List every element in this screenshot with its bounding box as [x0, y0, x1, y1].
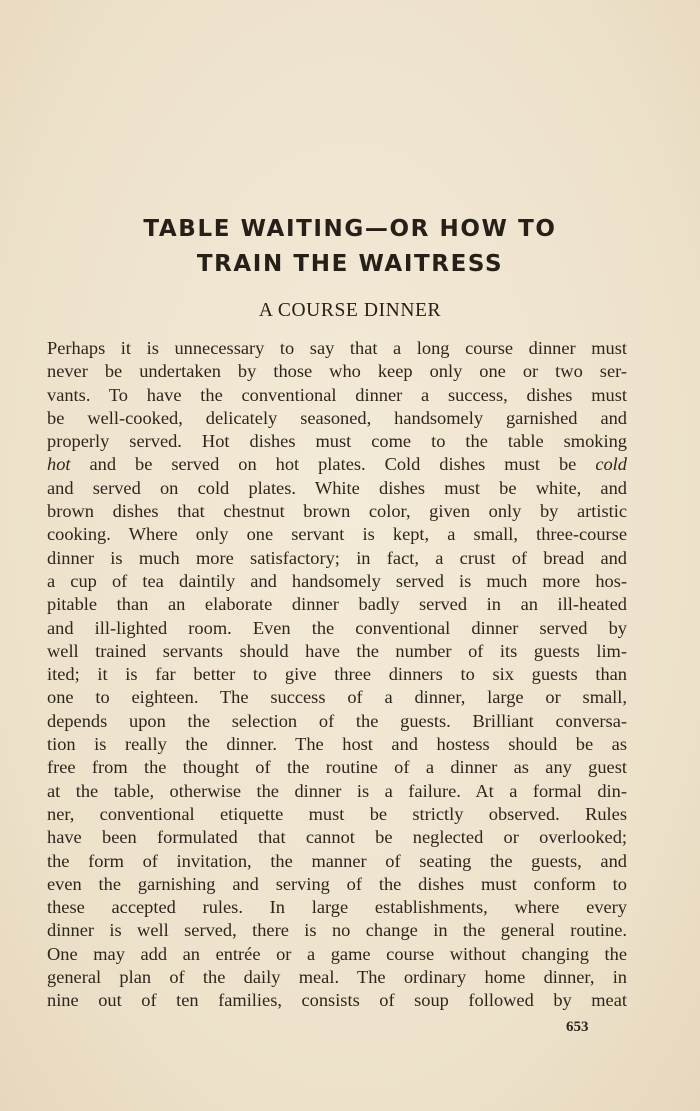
body-line: free from the thought of the routine of a dinner as any guest: [47, 757, 627, 778]
body-line: never be undertaken by those who keep only one or two ser-: [47, 361, 627, 382]
body-line: nine out of ten families, consists of soup followed by meat: [47, 990, 627, 1011]
body-line: at the table, otherwise the dinner is a failure. At a formal din-: [47, 780, 627, 801]
body-line: the form of invitation, the manner of seating the guests, and: [47, 850, 627, 871]
chapter-title: [60, 212, 640, 282]
body-line: hot and be served on hot plates. Cold dishes must be cold: [47, 454, 627, 475]
body-line: these accepted rules. In large establishments, where every: [47, 897, 627, 918]
body-line: cooking. Where only one servant is kept, a small, three-course: [47, 524, 627, 545]
body-line: brown dishes that chestnut brown color, given only by artistic: [47, 501, 627, 522]
body-line: and served on cold plates. White dishes must be white, and: [47, 477, 627, 498]
body-paragraph: [47, 337, 627, 1013]
body-line: have been formulated that cannot be neglected or overlooked;: [47, 827, 627, 848]
body-line: vants. To have the conventional dinner a success, dishes must: [47, 384, 627, 405]
body-line: One may add an entrée or a game course without changing the: [47, 943, 627, 964]
body-line: ited; it is far better to give three dinners to six guests than: [47, 664, 627, 685]
body-line: even the garnishing and serving of the dishes must conform to: [47, 873, 627, 894]
body-line: pitable than an elaborate dinner badly served in an ill-heated: [47, 594, 627, 615]
body-line: Perhaps it is unnecessary to say that a long course dinner must: [47, 338, 627, 358]
chapter-title-line-2: TRAIN THE WAITRESS: [196, 251, 504, 277]
body-line: one to eighteen. The success of a dinner, large or small,: [47, 687, 627, 708]
body-line: general plan of the daily meal. The ordinary home dinner, in: [47, 967, 627, 988]
body-line: ner, conventional etiquette must be strictly observed. Rules: [47, 803, 627, 824]
body-line: properly served. Hot dishes must come to the table smoking: [47, 431, 627, 452]
section-heading: A COURSE DINNER: [258, 300, 442, 321]
page-number: 653: [566, 1019, 589, 1035]
chapter-title-line-1: TABLE WAITING—OR HOW TO: [143, 216, 557, 242]
body-line: depends upon the selection of the guests. Brilliant conversa-: [47, 710, 627, 731]
body-line: dinner is well served, there is no change in the general routine.: [47, 920, 627, 941]
body-line: and ill-lighted room. Even the conventional dinner served by: [47, 617, 627, 638]
body-line: be well-cooked, delicately seasoned, handsomely garnished and: [47, 407, 627, 428]
body-line: dinner is much more satisfactory; in fact, a crust of bread and: [47, 547, 627, 568]
body-line: well trained servants should have the number of its guests lim-: [47, 640, 627, 661]
body-line: tion is really the dinner. The host and hostess should be as: [47, 734, 627, 755]
body-line: a cup of tea daintily and handsomely served is much more hos-: [47, 570, 627, 591]
